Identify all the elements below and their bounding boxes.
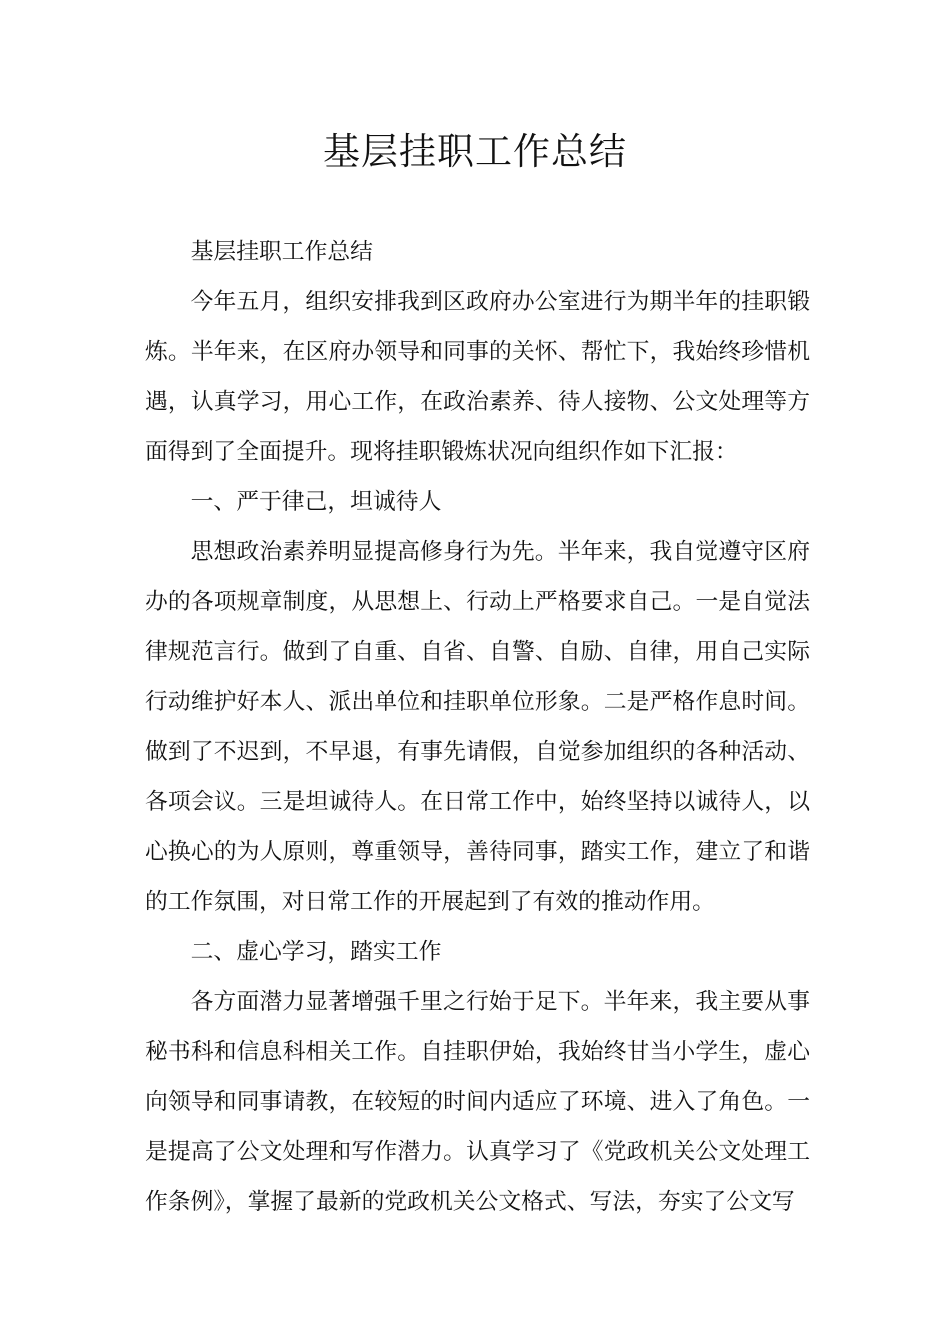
section-heading-2: 二、虚心学习，踏实工作 xyxy=(190,939,442,965)
paragraph-subtitle: 基层挂职工作总结 xyxy=(190,239,373,265)
section-heading-1: 一、严于律己，坦诚待人 xyxy=(190,489,442,515)
paragraph-section-1: 思想政治素养明显提高修身行为先。半年来，我自觉遵守区府办的各项规章制度，从思想上、行动上严格要求自己。一是自觉法律规范言行。做到了自重、自省、自警、自励、自律，用自己实际行动维护好本人、派出单位和挂职单位形象。二是严格作息时间。做到了不迟到，不早退，有事先请假，自觉参加组织的各种活动、各项会议。三是坦诚待人。在日常工作中，始终坚持以诚待人，以心换心的为人原则，尊重领导，善待同事，踏实工作，建立了和谐的工作氛围，对日常工作的开展起到了有效的推动作用。 xyxy=(145,539,810,915)
paragraph-intro: 今年五月，组织安排我到区政府办公室进行为期半年的挂职锻炼。半年来，在区府办领导和同事的关怀、帮忙下，我始终珍惜机遇，认真学习，用心工作，在政治素养、待人接物、公文处理等方面得到了全面提升。现将挂职锻炼状况向组织作如下汇报： xyxy=(145,289,810,465)
document-title: 基层挂职工作总结 xyxy=(323,130,627,173)
paragraph-section-2: 各方面潜力显著增强千里之行始于足下。半年来，我主要从事秘书科和信息科相关工作。自挂职伊始，我始终甘当小学生，虚心向领导和同事请教，在较短的时间内适应了环境、进入了角色。一是提高了公文处理和写作潜力。认真学习了《党政机关公文处理工作条例》，掌握了最新的党政机关公文格式、写法，夯实了公文写 xyxy=(145,989,810,1215)
document-body xyxy=(145,227,810,1227)
